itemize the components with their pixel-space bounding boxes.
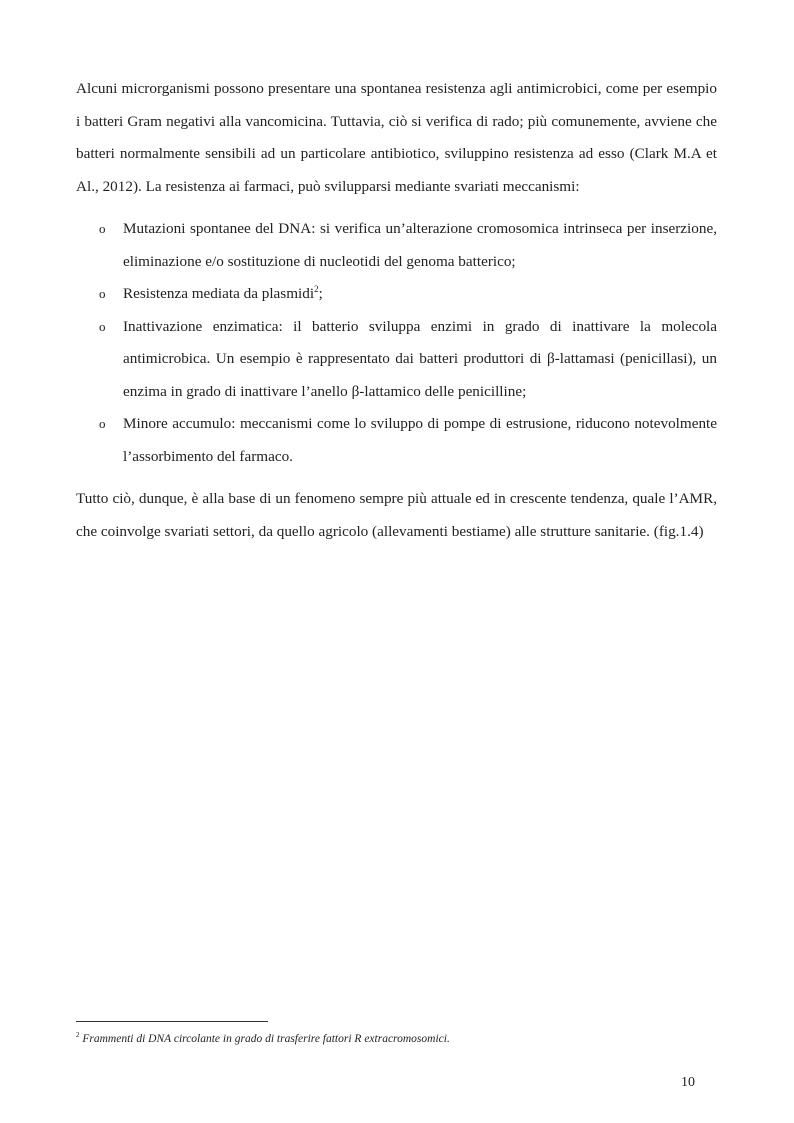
closing-paragraph: Tutto ciò, dunque, è alla base di un fenomeno sempre più attuale ed in crescente tendenza, quale l’AMR, che coinvolge svariati settori, da quello agricolo (allevamenti bestiame) alle strutture sanitarie. (fig.1.4) [76, 490, 717, 540]
list-item-suffix: ; [318, 285, 323, 302]
bullet-marker: o [99, 318, 106, 334]
intro-paragraph: Alcuni microrganismi possono presentare una spontanea resistenza agli antimicrobici, come per esempio i batteri Gram negativi alla vancomicina. Tuttavia, ciò si verifica di rado; più comunemente, avviene che batteri normalmente sensibili ad un particolare antibiotico, sviluppino resistenza ad esso (Clark M.A et Al., 2012). La resistenza ai farmaci, può svilupparsi mediante svariati meccanismi: [76, 80, 717, 195]
page-number: 10 [681, 1075, 695, 1090]
mechanism-list [76, 213, 717, 473]
footnote-number: 2 [76, 1031, 80, 1040]
list-item-text: Resistenza mediata da plasmidi [123, 285, 315, 302]
list-item [76, 408, 717, 473]
list-item-text: Mutazioni spontanee del DNA: si verifica un’alterazione cromosomica intrinseca per inserzione, eliminazione e/o sostituzione di nucleotidi del genoma batterico; [123, 220, 717, 270]
footnote-text: Frammenti di DNA circolante in grado di trasferire fattori R extracromosomici. [82, 1033, 450, 1045]
list-item-text: Inattivazione enzimatica: il batterio sviluppa enzimi in grado di inattivare la molecola antimicrobica. Un esempio è rappresentato dai batteri produttori di β-lattamasi (penicillasi), un enzima in grado di inattivare l’anello β-lattamico delle penicilline; [123, 317, 717, 400]
list-item [76, 278, 717, 311]
bullet-marker: o [99, 221, 106, 236]
bullet-marker: o [99, 416, 106, 431]
footnote-divider [76, 1021, 268, 1022]
list-item [76, 311, 717, 409]
body-text [76, 73, 717, 548]
list-item [76, 213, 717, 278]
footnote-reference[interactable]: 2 [314, 283, 319, 294]
list-item-text: Minore accumulo: meccanismi come lo sviluppo di pompe di estrusione, riducono notevolmente l’assorbimento del farmaco. [123, 415, 717, 465]
bullet-marker: o [99, 286, 106, 301]
footnote [76, 1031, 717, 1047]
